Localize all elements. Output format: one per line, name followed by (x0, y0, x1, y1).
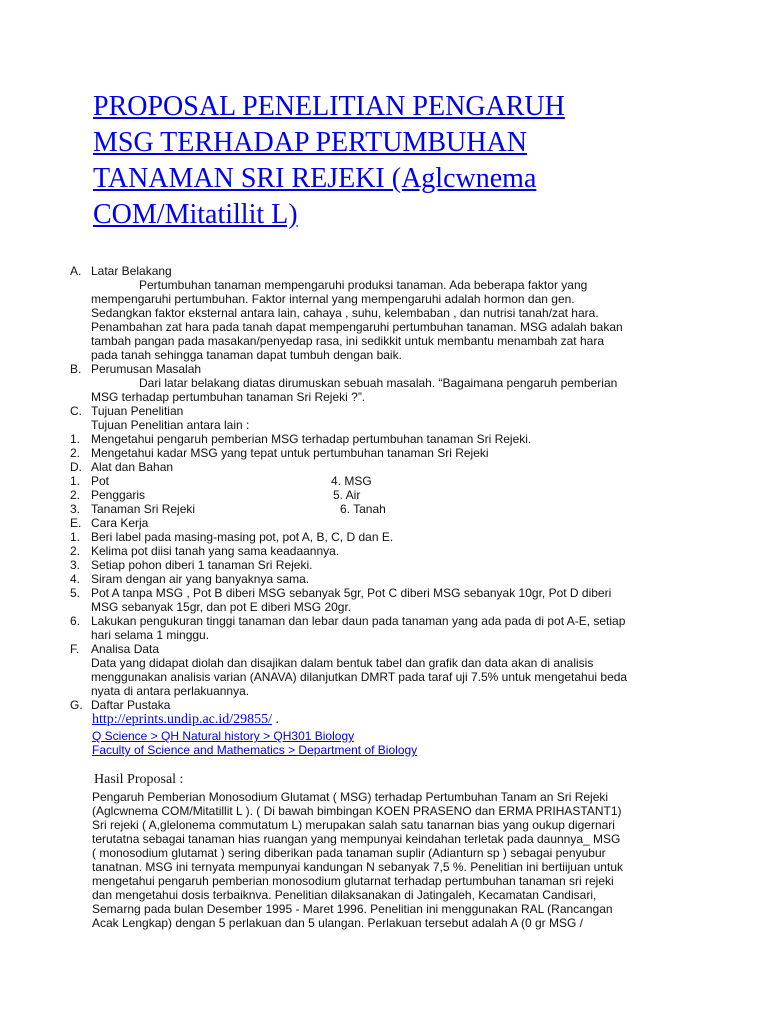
section-g-heading: Daftar Pustaka (91, 698, 171, 712)
list-item: Mengetahui pengaruh pemberian MSG terhadap pertumbuhan tanaman Sri Rejeki. (91, 432, 532, 446)
section-f-heading: Analisa Data (91, 642, 160, 656)
section-d-heading: Alat dan Bahan (91, 460, 174, 474)
hasil-text: (Aglcwnema COM/Mitatillit L ). ( Di bawah bimbingan KOEN PRASENO dan ERMA PRIHASTANT1) (92, 804, 622, 818)
list-item: Lakukan pengukuran tinggi tanaman dan lebar daun pada tanaman yang ada pada di pot A-E, setiap (91, 614, 626, 628)
material-item: Tanaman Sri Rejeki (91, 502, 196, 516)
reference-url-row (92, 713, 279, 727)
section-a-text: Sedangkan faktor eksternal antara lain, cahaya , suhu, kelembaban , dan nutrisi tanah/zat hara. (91, 306, 599, 320)
reference-url-suffix: . (272, 712, 280, 727)
title-line: TANAMAN SRI REJEKI (Aglcwnema (93, 163, 537, 194)
list-item: hari selama 1 minggu. (91, 628, 210, 642)
section-a-text: pada tanah sehingga tanaman dapat tumbuh dengan baik. (91, 348, 402, 362)
hasil-text: Pengaruh Pemberian Monosodium Glutamat ( MSG) terhadap Pertumbuhan Tanam an Sri Rejeki (92, 790, 609, 804)
hasil-text: dan mengetahui dosis terbaiknva. Penelitian dilaksanakan di Jatingaleh, Kecamatan Candisari, (92, 888, 597, 902)
title-line: PROPOSAL PENELITIAN PENGARUH (93, 91, 565, 122)
material-item: Penggaris (91, 488, 146, 502)
section-f-text: nyata di antara perlakuannya. (91, 684, 250, 698)
section-f-text: Data yang didapat diolah dan disajikan dalam bentuk tabel dan grafik dan data akan di analisis (91, 656, 594, 670)
section-a-text: mempengaruhi pertumbuhan. Faktor internal yang mempengaruhi adalah hormon dan gen. (91, 292, 575, 306)
list-number: 2. (70, 488, 81, 502)
material-item: 4. MSG (331, 474, 372, 488)
list-number: 6. (70, 614, 81, 628)
section-b-text: Dari latar belakang diatas dirumuskan sebuah masalah. “Bagaimana pengaruh pemberian (139, 376, 618, 390)
section-f-text: menggunakan analisis varian (ANAVA) dilanjutkan DMRT pada taraf uji 7.5% untuk mengetahui beda (91, 670, 628, 684)
list-item: Setiap pohon diberi 1 tanaman Sri Rejeki. (91, 558, 313, 572)
section-a-text: Pertumbuhan tanaman mempengaruhi produksi tanaman. Ada beberapa faktor yang (139, 278, 588, 292)
hasil-text: terutatna sebagai tanaman hias ruangan yang mempunyai keindahan terletak pada daunnya_ MSG (92, 832, 621, 846)
list-number: 4. (70, 572, 81, 586)
list-item: Beri label pada masing-masing pot, pot A, B, C, D dan E. (91, 530, 394, 544)
section-f-marker: F. (70, 642, 80, 656)
list-item: Siram dengan air yang banyaknya sama. (91, 572, 310, 586)
reference-url-link[interactable]: http://eprints.undip.ac.id/29855/ (92, 712, 273, 727)
list-item: Pot A tanpa MSG , Pot B diberi MSG sebanyak 5gr, Pot C diberi MSG sebanyak 10gr, Pot D diberi (91, 586, 612, 600)
title-line: COM/Mitatillit L) (93, 199, 298, 230)
hasil-text: Acak Lengkap) dengan 5 perlakuan dan 5 ulangan. Perlakuan tersebut adalah A (0 gr MSG / (92, 916, 584, 930)
section-c-marker: C. (70, 404, 82, 418)
document-title-link[interactable] (93, 89, 693, 233)
list-number: 2. (70, 446, 81, 460)
list-item: MSG sebanyak 15gr, dan pot E diberi MSG 20gr. (91, 600, 352, 614)
list-number: 3. (70, 558, 81, 572)
hasil-text: tanatnan. MSG ini ternyata mempunyai kandungan N sebanyak 7,5 %. Penelitian ini bertiijuan untuk (92, 860, 623, 874)
section-a-text: tambah pangan pada masakan/penyedap rasa, ini sedikkit untuk membantu menambah zat hara (91, 334, 604, 348)
list-number: 1. (70, 474, 81, 488)
section-c-intro: Tujuan Penelitian antara lain : (91, 418, 250, 432)
section-e-marker: E. (70, 516, 82, 530)
section-b-heading: Perumusan Masalah (91, 362, 202, 376)
section-b-text: MSG terhadap pertumbuhan tanaman Sri Rejeki ?”. (91, 390, 366, 404)
faculty-breadcrumb-link[interactable]: Faculty of Science and Mathematics > Department of Biology (92, 743, 418, 757)
list-item: Mengetahui kadar MSG yang tepat untuk pertumbuhan tanaman Sri Rejeki (91, 446, 489, 460)
list-number: 1. (70, 432, 81, 446)
material-item: Pot (91, 474, 110, 488)
section-a-text: Penambahan zat hara pada tanah dapat mempengaruhi pertumbuhan tanaman. MSG adalah bakan (91, 320, 623, 334)
section-b-marker: B. (70, 362, 82, 376)
title-line: MSG TERHADAP PERTUMBUHAN (93, 127, 527, 158)
hasil-heading: Hasil Proposal : (94, 772, 184, 787)
list-number: 5. (70, 586, 81, 600)
material-item: 6. Tanah (340, 502, 386, 516)
section-d-marker: D. (70, 460, 82, 474)
list-number: 3. (70, 502, 81, 516)
hasil-text: mengetahui pengaruh pemberian monosodium glutarnat terhadap pertumbuhan tanaman sri rejeki (92, 874, 614, 888)
subject-breadcrumb-link[interactable]: Q Science > QH Natural history > QH301 Biology (92, 729, 355, 743)
list-number: 2. (70, 544, 81, 558)
section-e-heading: Cara Kerja (91, 516, 149, 530)
section-a-marker: A. (70, 264, 82, 278)
section-g-marker: G. (70, 698, 83, 712)
material-item: 5. Air (333, 488, 361, 502)
section-a-heading: Latar Belakang (91, 264, 172, 278)
hasil-text: ( monosodium glutamat ) sering diberikan pada tanaman suplir (Adianturn sp ) sebagai penyubur (92, 846, 606, 860)
section-c-heading: Tujuan Penelitian (91, 404, 184, 418)
list-item: Kelima pot diisi tanah yang sama keadaannya. (91, 544, 340, 558)
hasil-text: Sri rejeki ( A,glelonema commutatum L) merupakan salah satu tanarnan bias yang oukup digernari (92, 818, 615, 832)
list-number: 1. (70, 530, 81, 544)
hasil-text: Semarng pada bulan Desember 1995 - Maret 1996. Penelitian ini menggunakan RAL (Rancangan (92, 902, 613, 916)
